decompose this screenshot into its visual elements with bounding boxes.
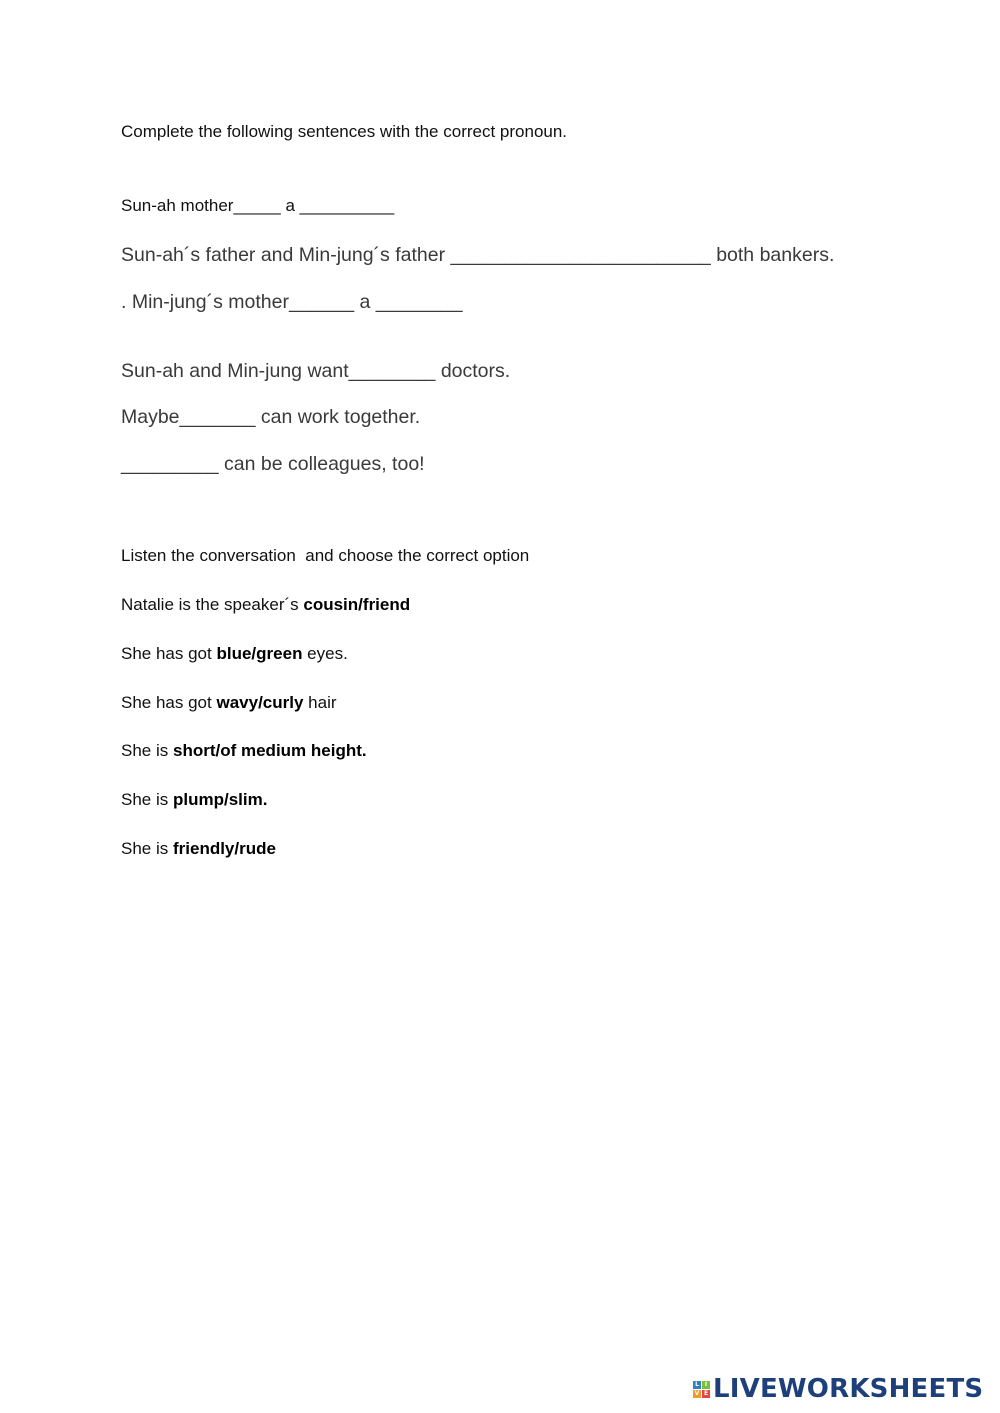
- exercise1-sentence: . Min-jung´s mother______ a ________: [121, 291, 463, 313]
- logo-mark-icon: [693, 1381, 710, 1398]
- choice-option-2[interactable]: of medium height.: [220, 741, 367, 760]
- choice-separator: /: [251, 644, 257, 663]
- choice-option-2[interactable]: curly: [262, 693, 304, 712]
- choice-option-2[interactable]: friend: [362, 595, 411, 614]
- choice-prefix: She is: [121, 839, 173, 858]
- choice-item: [121, 694, 337, 711]
- choice-prefix: She has got: [121, 693, 217, 712]
- choice-option-2[interactable]: green: [256, 644, 303, 663]
- choice-separator: /: [258, 693, 263, 712]
- exercise1-sentence: Maybe_______ can work together.: [121, 406, 421, 428]
- choice-prefix: She has got: [121, 644, 217, 663]
- choice-separator: /: [234, 839, 240, 858]
- choice-prefix: She is: [121, 790, 173, 809]
- choice-option-1[interactable]: short: [172, 741, 216, 760]
- exercise1-instruction: Complete the following sentences with the correct pronoun.: [121, 122, 568, 141]
- choice-item: [121, 840, 276, 857]
- choice-item: [121, 791, 267, 808]
- choice-suffix: hair: [303, 693, 337, 712]
- choice-separator: /: [358, 595, 363, 614]
- logo-mark-e: E: [703, 1389, 709, 1397]
- choice-option-1[interactable]: wavy: [216, 693, 259, 712]
- exercise1-sentence: Sun-ah mother_____ a __________: [121, 196, 395, 215]
- choice-item: [121, 742, 367, 759]
- logo-text: LIVEWORKSHEETS: [713, 1374, 984, 1404]
- choice-item: [121, 645, 348, 662]
- choice-option-1[interactable]: blue: [216, 644, 252, 663]
- choice-option-1[interactable]: friendly: [172, 839, 235, 858]
- choice-option-1[interactable]: cousin: [303, 595, 359, 614]
- choice-prefix: She is: [121, 741, 173, 760]
- choice-item: [121, 596, 410, 613]
- choice-suffix: eyes.: [302, 644, 348, 663]
- liveworksheets-logo: [693, 1374, 983, 1404]
- choice-option-2[interactable]: slim.: [228, 790, 268, 809]
- exercise1-sentence: Sun-ah and Min-jung want________ doctors.: [121, 360, 511, 382]
- choice-separator: /: [215, 741, 221, 760]
- choice-option-1[interactable]: plump: [172, 790, 224, 809]
- choice-separator: /: [223, 790, 229, 809]
- exercise1-sentence: _________ can be colleagues, too!: [121, 453, 425, 475]
- logo-mark-v: V: [694, 1389, 700, 1397]
- logo-mark-l: L: [693, 1381, 701, 1389]
- exercise2-instruction: Listen the conversation and choose the correct option: [121, 546, 530, 565]
- logo-mark-i: I: [702, 1381, 710, 1389]
- choice-option-2[interactable]: rude: [239, 839, 276, 858]
- choice-prefix: Natalie is the speaker´s: [121, 595, 304, 614]
- exercise1-sentence: Sun-ah´s father and Min-jung´s father ________________________ both bankers.: [121, 244, 835, 266]
